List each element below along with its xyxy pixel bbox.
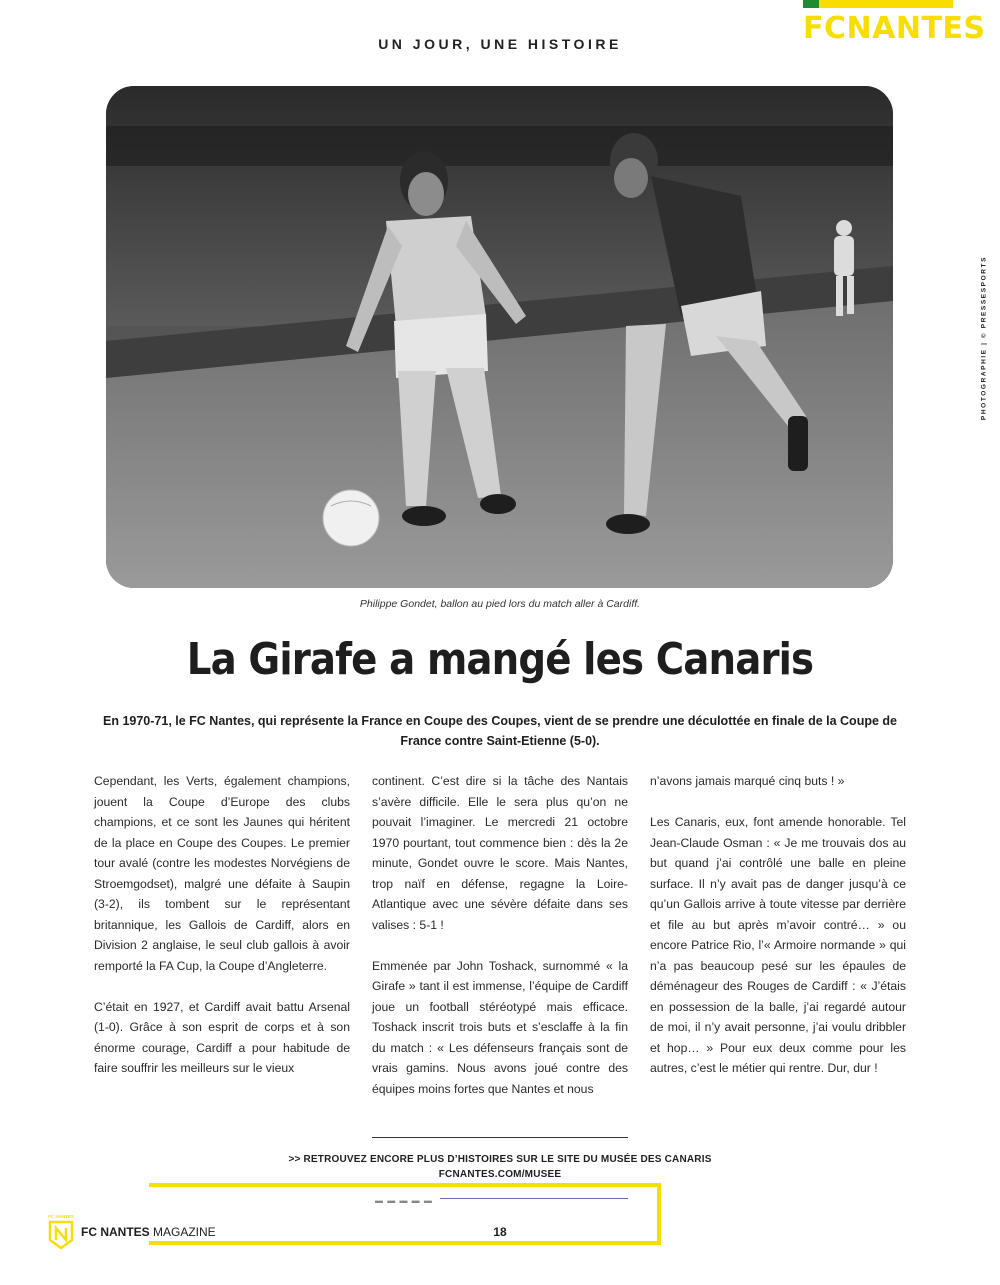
section-kicker: UN JOUR, UNE HISTOIRE <box>378 36 622 52</box>
photo-credit: PHOTOGRAPHIE | © PRESSESPORTS <box>980 255 988 420</box>
article-column-3 <box>650 771 906 1099</box>
cta-text: >> RETROUVEZ ENCORE PLUS D’HISTOIRES SUR LE SITE DU MUSÉE DES CANARIS <box>288 1154 712 1165</box>
fc-nantes-logo-icon: FC NANTES <box>46 1214 76 1250</box>
brand-color-bar <box>803 0 953 8</box>
decorative-dashes: ▬ ▬ ▬ ▬ ▬ <box>375 1196 433 1205</box>
divider <box>372 1137 628 1138</box>
article-headline: La Girafe a mangé les Canaris <box>186 634 814 685</box>
photo-caption: Philippe Gondet, ballon au pied lors du match aller à Cardiff. <box>359 598 641 610</box>
paragraph: C’était en 1927, et Cardiff avait battu Arsenal (1-0). Grâce à son esprit de corps et à son énorme courage, Cardiff a pour habitude de faire souffrir les meilleurs sur le vieux <box>94 999 350 1075</box>
paragraph: continent. C’est dire si la tâche des Nantais s’avère difficile. Elle le sera plus qu’on ne pouvait l’imaginer. Le mercredi 21 octobre 1970 pourtant, tout commence bien : dès la 2e minute, Gondet ouvre le score. Mais Nantes, trop naïf en défense, regagne la Loire-Atlantique avec une sévère défaite dans ses valises : 5-1 ! <box>372 774 628 932</box>
paragraph: n’avons jamais marqué cinq buts ! » <box>650 774 845 788</box>
page-number: 18 <box>493 1225 507 1239</box>
brand-name: FCNANTES <box>803 11 986 46</box>
divider <box>440 1198 628 1199</box>
museum-link[interactable]: FCNANTES.COM/MUSEE <box>438 1169 562 1180</box>
museum-cta <box>0 1152 1000 1182</box>
paragraph: Emmenée par John Toshack, surnommé « la Girafe » tant il est immense, l’équipe de Cardiff joue un football stéréotypé mais efficace. Toshack inscrit trois buts et s’esclaffe à la fin du match : « Les défenseurs français sont de vrais gamins. Nous avons joué contre des équipes moins fortes que Nantes et nous <box>372 958 628 1096</box>
article-photo <box>106 86 893 588</box>
paragraph: Cependant, les Verts, également champions, jouent la Coupe d’Europe des clubs champions, et ce sont les Jaunes qui héritent de la place en Coupe des Coupes. Le premier tour avalé (contre les modestes Norvégiens de Stroemgodset), malgré une défaite à Saupin (3-2), ils tombent sur le représentant britannique, les Gallois de Cardiff, alors en Division 2 anglaise, le seul club gallois à avoir remporté la FA Cup, la Coupe d’Angleterre. <box>94 774 350 973</box>
article-column-2 <box>372 771 628 1120</box>
article-lead: En 1970-71, le FC Nantes, qui représente la France en Coupe des Coupes, vient de se prendre une déculottée en finale de la Coupe de France contre Saint-Etienne (5-0). <box>103 714 897 748</box>
football <box>323 490 379 546</box>
magazine-title: FC NANTES MAGAZINE <box>81 1225 216 1239</box>
article-column-1 <box>94 771 350 1099</box>
paragraph: Les Canaris, eux, font amende honorable. Tel Jean-Claude Osman : « Je me trouvais dos au but quand j’ai contrôlé une balle en pleine surface. Il n’y avait pas de danger jusqu’à ce qu’un Gallois arrive à toute vitesse par derrière et file au but après m’avoir contré… » ou encore Patrice Rio, l’« Armoire normande » qui n’a pas beaucoup pesé sur les épaules de déménageur des Rouges de Cardiff : « J’étais en possession de la balle, j’ai regardé autour de moi, il n’y avait personne, j’ai voulu dribbler et hop… » Pour eux deux comme pour les autres, c’est le métier qui rentre. Dur, dur ! <box>650 815 906 1075</box>
